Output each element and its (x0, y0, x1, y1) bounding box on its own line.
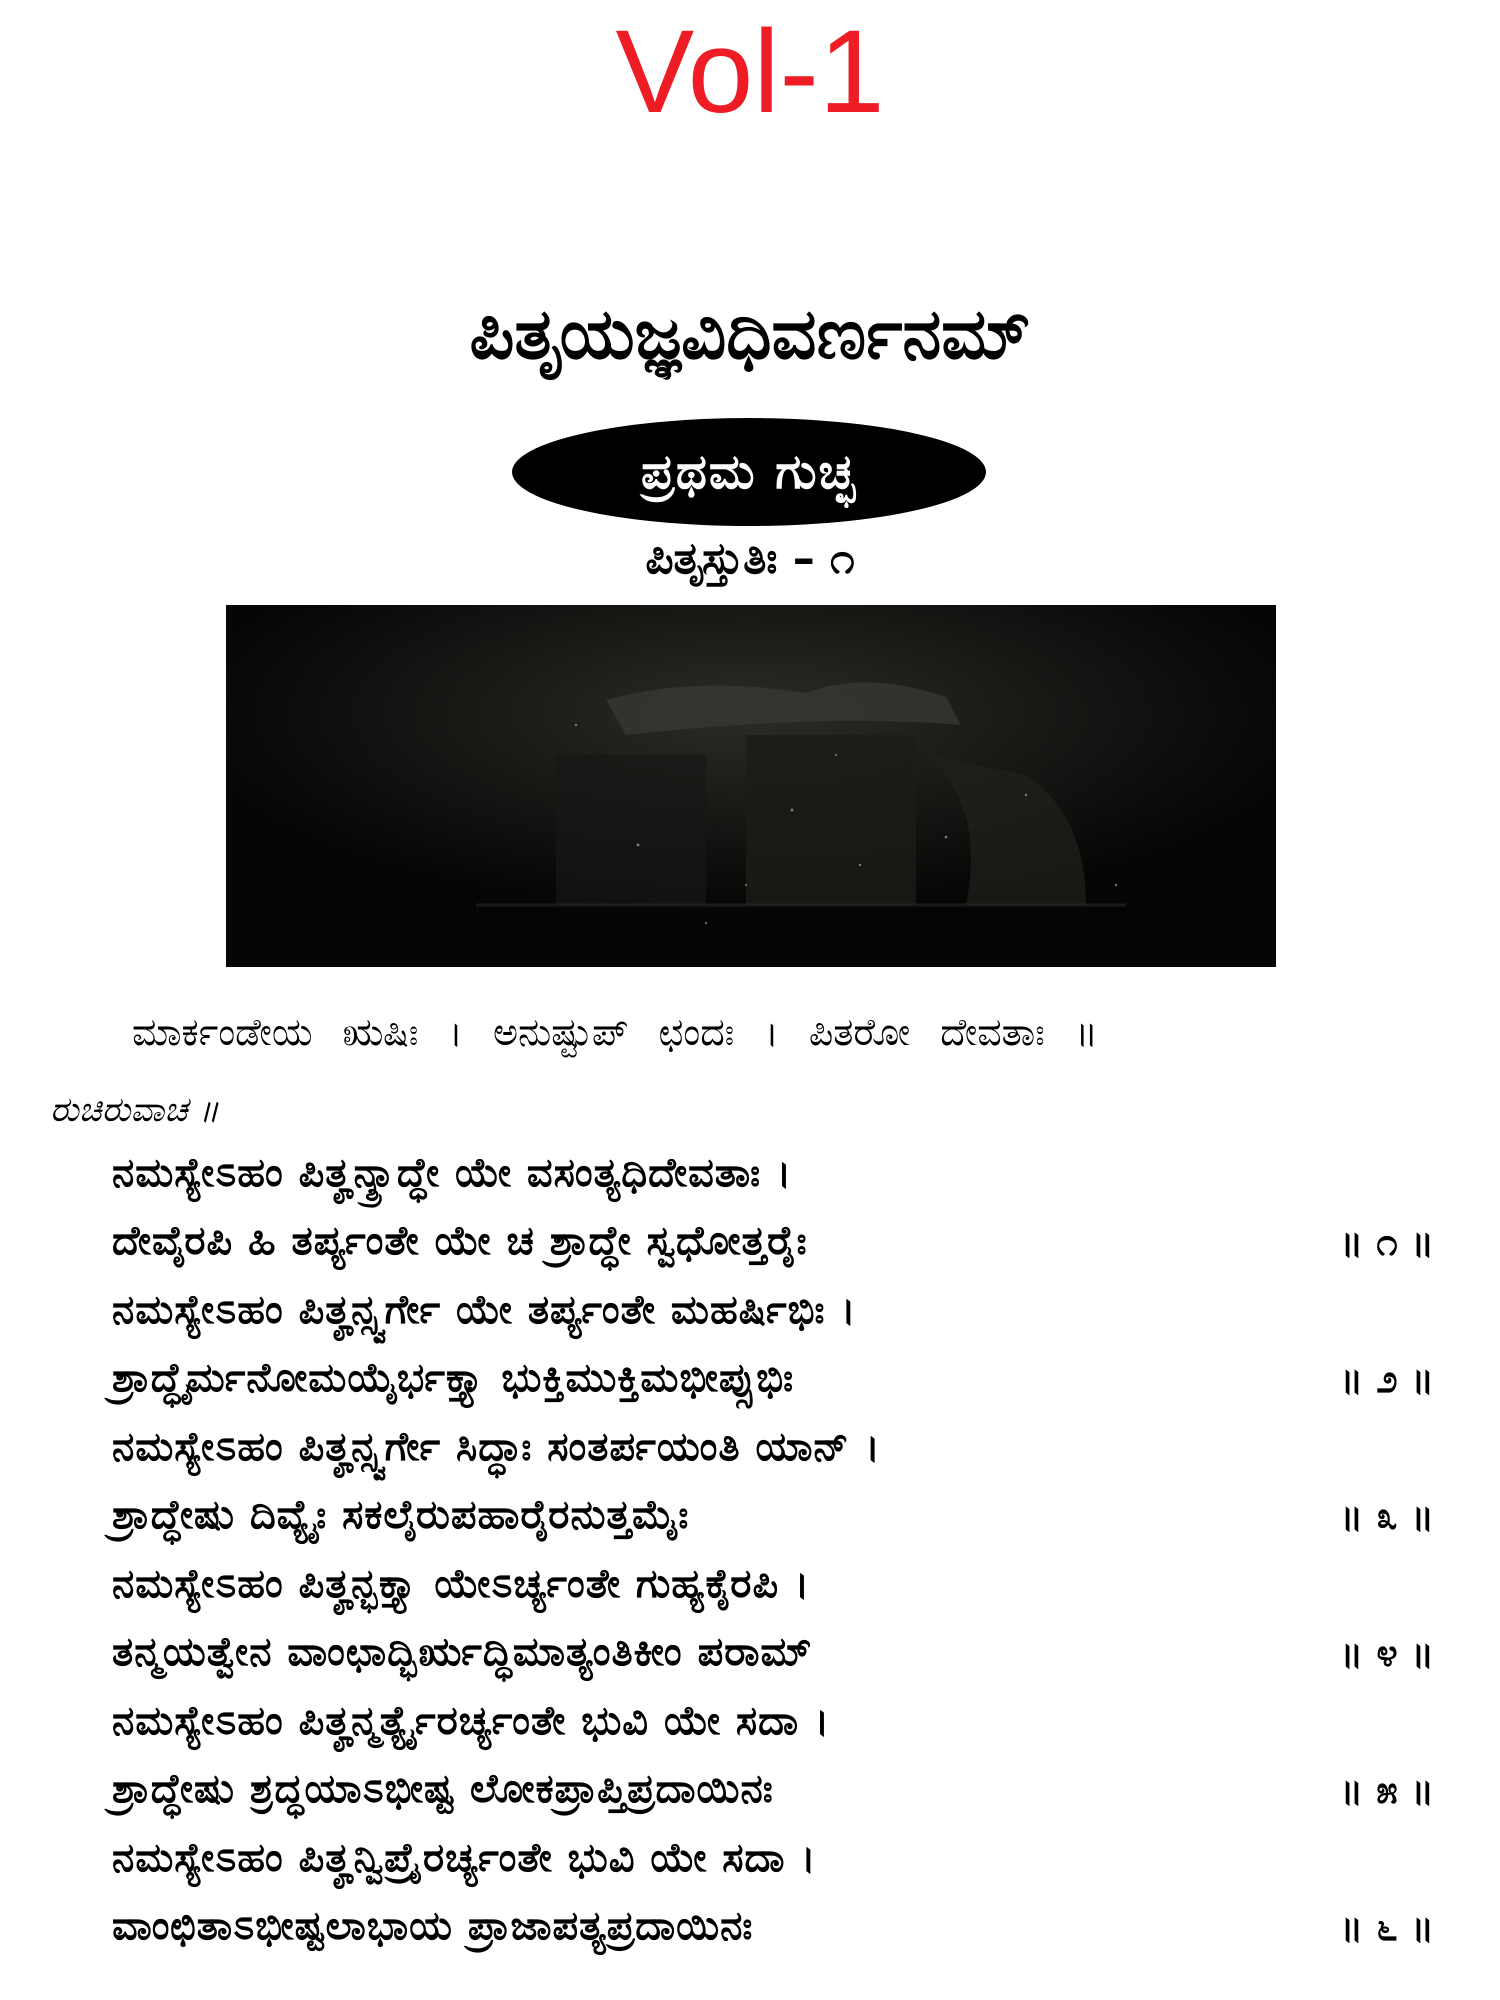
verse-5-number: ॥ ೫ ॥ (1340, 1768, 1435, 1812)
verse-4-line-1: ನಮಸ್ಯೇಽಹಂ ಪಿತೄನ್ಭಕ್ತ್ಯಾ ಯೇಽರ್ಚ್ಯಂತೇ ಗುಹ್ಯಕೈರಪಿ । (112, 1561, 811, 1607)
section-badge-label: ಪ್ರಥಮ ಗುಚ್ಛ (641, 443, 857, 500)
verse-1-line-1: ನಮಸ್ಯೇಽಹಂ ಪಿತೄನ್ಶ್ರಾದ್ಧೇ ಯೇ ವಸಂತ್ಯಧಿದೇವತಾಃ । (112, 1150, 793, 1196)
volume-label: Vol-1 (615, 6, 885, 138)
section-subtitle: ಪಿತೃಸ್ತುತಿಃ – ೧ (645, 533, 855, 584)
verse-5-line-1: ನಮಸ್ಯೇಽಹಂ ಪಿತೄನ್ಮರ್ತ್ಯೈರರ್ಚ್ಯಂತೇ ಭುವಿ ಯೇ ಸದಾ । (112, 1698, 831, 1744)
verse-4-line-2: ತನ್ಮಯತ್ವೇನ ವಾಂಛಾದ್ಭಿರ್ಋದ್ಧಿಮಾತ್ಯಂತಿಕೀಂ ಪರಾಮ್ (112, 1629, 813, 1675)
verse-2-number: ॥ ೨ ॥ (1340, 1357, 1435, 1401)
section-badge (512, 418, 986, 526)
page-title: ಪಿತೃಯಜ್ಞವಿಧಿವರ್ಣನಮ್ (469, 293, 1031, 375)
verse-1-line-2: ದೇವೈರಪಿ ಹಿ ತರ್ಪ್ಯಂತೇ ಯೇ ಚ ಶ್ರಾದ್ಧೇ ಸ್ವಧೋತ್ತರೈಃ (112, 1218, 808, 1264)
illustration-graphic (226, 605, 1276, 967)
verse-2-line-2: ಶ್ರಾದ್ಧೈರ್ಮನೋಮಯೈರ್ಭಕ್ತ್ಯಾ ಭುಕ್ತಿಮುಕ್ತಿಮಭೀಪ್ಸುಭಿಃ (112, 1355, 795, 1401)
verse-2-line-1: ನಮಸ್ಯೇಽಹಂ ಪಿತೄನ್ಸ್ವರ್ಗೇ ಯೇ ತರ್ಪ್ಯಂತೇ ಮಹರ್ಷಿಭಿಃ । (112, 1287, 857, 1333)
verse-5-line-2: ಶ್ರಾದ್ಧೇಷು ಶ್ರದ್ಧಯಾಽಭೀಷ್ಟ ಲೋಕಪ್ರಾಪ್ತಿಪ್ರದಾಯಿನಃ (112, 1766, 774, 1812)
verse-4-number: ॥ ೪ ॥ (1340, 1631, 1435, 1675)
verse-1-number: ॥ ೧ ॥ (1340, 1220, 1435, 1264)
verse-6-line-2: ವಾಂಛಿತಾಽಭೀಷ್ಟಲಾಭಾಯ ಪ್ರಾಜಾಪತ್ಯಪ್ರದಾಯಿನಃ (112, 1903, 754, 1949)
verse-3-number: ॥ ೩ ॥ (1340, 1494, 1435, 1538)
verse-3-line-2: ಶ್ರಾದ್ಧೇಷು ದಿವ್ಯೈಃ ಸಕಲೈರುಪಹಾರೈರನುತ್ತಮೈಃ (112, 1492, 690, 1538)
verse-6-number: ॥ ೬ ॥ (1340, 1905, 1435, 1949)
speaker-line: ರುಚಿರುವಾಚ ॥ (50, 1090, 220, 1130)
illustration-image (226, 605, 1276, 967)
verse-6-line-1: ನಮಸ್ಯೇಽಹಂ ಪಿತೄನ್ವಿಪ್ರೈರರ್ಚ್ಯಂತೇ ಭುವಿ ಯೇ ಸದಾ । (112, 1835, 817, 1881)
verse-3-line-1: ನಮಸ್ಯೇಽಹಂ ಪಿತೄನ್ಸ್ವರ್ಗೇ ಸಿದ್ಧಾಃ ಸಂತರ್ಪಯಂತಿ ಯಾನ್ । (112, 1424, 881, 1470)
rishi-chandas-devata-line: ಮಾರ್ಕಂಡೇಯ ಋಷಿಃ । ಅನುಷ್ಟುಪ್ ಛಂದಃ । ಪಿತರೋ ದೇವತಾಃ ॥ (132, 1010, 1098, 1054)
